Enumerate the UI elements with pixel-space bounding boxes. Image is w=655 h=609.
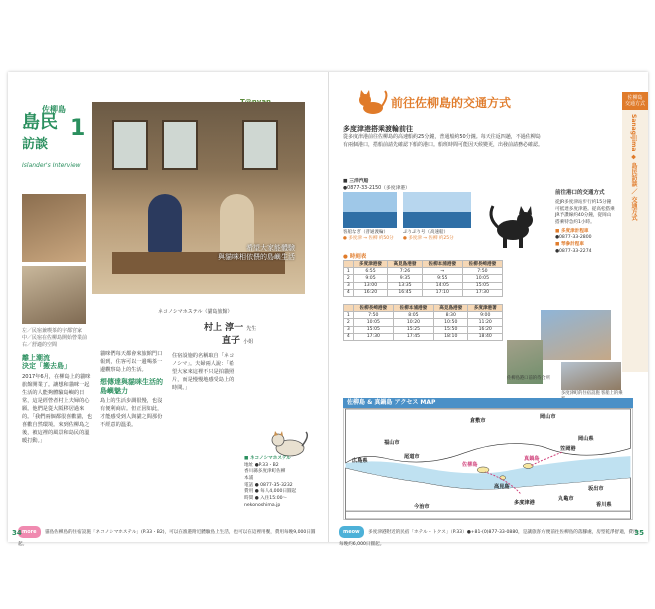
interview-badge (22, 104, 90, 186)
map-drawing (344, 409, 632, 519)
timetable-cell: 8:30 (434, 312, 468, 319)
port-photo (541, 310, 611, 360)
highspeed-boat-photo (403, 192, 471, 228)
map-label: 今治市 (414, 504, 430, 510)
timetable-cell: 14:05 (422, 282, 462, 289)
room-photo (22, 194, 86, 262)
timetable-header-cell (344, 261, 354, 268)
timetable-row (344, 289, 503, 296)
photo-caption: 佐柳島港口前的待合所 (507, 376, 550, 381)
timetable-cell: 15:05 (353, 326, 393, 333)
timetable-cell: 1 (344, 312, 354, 319)
timetable-header-cell: 高見島港發 (388, 261, 422, 268)
timetable-row (344, 326, 503, 333)
map-label: 岡山市 (540, 414, 556, 420)
map-label: 福山市 (384, 440, 400, 446)
person-husband (148, 194, 182, 254)
map-label: 多度津港 (514, 500, 535, 506)
timetable-cell: 8:05 (393, 312, 433, 319)
cat-icon (270, 428, 310, 458)
timetable-header-cell: 佐柳長崎港發 (353, 305, 393, 312)
timetable-row (344, 275, 503, 282)
timetable-row (344, 312, 503, 319)
map-label: 真鍋島 (524, 456, 540, 462)
timetable-cell: 17:30 (462, 289, 502, 296)
timetable-cell: 11:20 (468, 319, 503, 326)
ferry-caption: 客船なぎ（普通渡輪） ● 多度津 → 佐柳 約50分 (343, 230, 394, 241)
map-label: 香川県 (596, 502, 612, 508)
timetable-cell: 7:50 (462, 268, 502, 275)
photo-notes: 左／民宿兼喫茶的宇都宮家 中／民宿在佐柳島開始營業前 右／舒適的空間 (22, 328, 88, 348)
left-page (8, 72, 328, 547)
timetable-cell: 9:35 (388, 275, 422, 282)
timetable-row (344, 333, 503, 340)
timetable-row (344, 268, 503, 275)
timetable-cell: 10:05 (462, 275, 502, 282)
timetable-cell: 3 (344, 326, 354, 333)
photo-caption: 希望大家能體驗 與貓咪相依偎的島嶼生活 (218, 243, 295, 261)
boat-caption: ぷりぷり号（高速船） ● 多度津 → 佐柳 約25分 (403, 230, 454, 241)
timetable-row (344, 282, 503, 289)
timetable-cell: 4 (344, 333, 354, 340)
timetable-cell: 16:20 (468, 326, 503, 333)
hostel-info: ■ ネコノシマホステル 地址 ●P.33・B2 香川縣多度津町佐柳 本浦 電話 ● 0877-35-3232 費用 ● 每人4,000日圓起 時間 ● 入住15:00～ nekonoshima.jp (244, 456, 297, 508)
section-subtitle: 多度津港搭乘渡輪前往 (343, 125, 413, 133)
timetable-cell: 10:20 (393, 319, 433, 326)
timetable-title: ● 時刻表 (343, 254, 367, 260)
window (242, 120, 278, 170)
timetable-cell: 18:40 (468, 333, 503, 340)
timetable-cell: 18:10 (434, 333, 468, 340)
timetable-cell: 17:30 (353, 333, 393, 340)
timetable-cell: 2 (344, 319, 354, 326)
window (112, 120, 148, 170)
timetable-cell: 4 (344, 289, 354, 296)
badge-kicker: 佐柳島 (42, 105, 66, 114)
timetable-cell: 10:05 (353, 319, 393, 326)
section-body: 從多度津港前往佐柳島的高速船約25分鐘，普通船約50分鐘。每天往返四趟，不過佐柳島有兩個港口，搭船前請先確認下船的港口。船班時間可能因天候變更，出發前請務必確認。 (343, 134, 544, 148)
timetable-return (343, 304, 503, 341)
map-label: 笠岡港 (560, 446, 576, 452)
timetable-cell: 17:45 (393, 333, 433, 340)
timetable-cell: 15:50 (434, 326, 468, 333)
cat-icon (357, 88, 387, 116)
window (162, 120, 198, 170)
badge-main: 島民 (22, 112, 58, 133)
timetable-header-row (344, 261, 503, 268)
timetable-header-cell: 多度津港發 (353, 261, 387, 268)
timetable-cell: 1 (344, 268, 354, 275)
timetable-cell: 7:26 (388, 268, 422, 275)
timetable-header-cell: 佐柳本浦港發 (422, 261, 462, 268)
hostel-subtitle: ネコノシマホステル（貓島旅館） (158, 309, 233, 315)
map-label: 岡山県 (578, 436, 594, 442)
map-label: 佐柳島 (462, 462, 478, 468)
timetable-cell: 13:00 (353, 282, 387, 289)
timetable-header-cell (344, 305, 354, 312)
side-tab: 佐柳島 交通方式 (622, 92, 648, 110)
timetable-cell: 3 (344, 282, 354, 289)
timetable-cell: 9:55 (422, 275, 462, 282)
map-label: 高見島 (494, 484, 510, 490)
timetable-header-row (344, 305, 503, 312)
access-map (343, 408, 633, 520)
map-header: 佐柳島 & 真鍋島 アクセス MAP (343, 398, 633, 408)
timetable-header-cell: 佐柳長崎港發 (462, 261, 502, 268)
timetable-cell: 9:05 (353, 275, 387, 282)
badge-sub: 訪談 (22, 137, 49, 152)
interviewee-names: 村上 淳一 先生 直子 小姐 (204, 323, 257, 346)
map-label: 尾道市 (404, 454, 420, 460)
timetable-cell: 7:50 (353, 312, 393, 319)
timetable-cell: 15:25 (393, 326, 433, 333)
more-tag: more (18, 526, 41, 538)
page-number: 34 (12, 529, 22, 537)
timetable-header-cell: 佐柳本浦港發 (393, 305, 433, 312)
right-footer: meow 多度津港附近的民宿「ホテル・トクス」（P.33）●+81-(0)877-33-0880，是讓旅客方便前往佐柳島的落腳處，房型乾淨舒適，費用每晚約6,000日圓起。 (339, 526, 639, 538)
timetable-cell: 2 (344, 275, 354, 282)
timetable-cell: 17:10 (422, 289, 462, 296)
port-access-box: 前往港口的交通方式 從JR多度津站步行約15分鐘可抵達多度津港。從高松搭乘JR予讚線約40分鐘，從岡山搭乘特急約1小時。 ■ 多度津計程車 ●0877-33-2800 ■ 琴參計程車 ●0877-33-2274 (555, 190, 615, 254)
timetable-cell: 15:05 (462, 282, 502, 289)
timetable-cell: 13:35 (388, 282, 422, 289)
interview-photo (92, 102, 305, 294)
timetable-outbound (343, 260, 503, 297)
map-label: 倉敷市 (470, 418, 486, 424)
timetable-cell: 10:50 (434, 319, 468, 326)
ferry-contact: ■ 三洋汽船 ●0877-33-2150（多度津港） (343, 179, 410, 192)
timetable-cell: 16:45 (388, 289, 422, 296)
side-vertical-text: Sanagijima ◆ 島民訪談 ／ 交通方式 (630, 114, 637, 221)
article-column-2: 貓咪們每天都會來旅館門口報到，住客可以一邊喝茶一邊觀察島上的生活。 想傳達與貓咪生活的島嶼魅力 島上的生活步調很慢，也沒有便利商店。但正因如此，才能感受到人與貓之間那份不經意的溫柔。 (100, 351, 163, 429)
side-index (622, 92, 648, 372)
article-column-1: 離上潮流 決定「搬去島」 2017年6月，在柳島上的貓咪旅館開業了。讓想和貓咪一起生活的人能夠體驗島嶼的日常，這是經營者村上夫婦的心願。他們是從大阪移居過來的。「我們兩個都很喜歡貓，也喜歡自然環境。來到佐柳島之後，被這裡的風景和島民的溫暖打動。」 (22, 354, 93, 445)
room-photo (22, 266, 86, 324)
timetable-header-cell: 多度津港著 (468, 305, 503, 312)
badge-english: Islander's Interview (22, 162, 81, 169)
map-label: 坂出市 (588, 486, 604, 492)
timetable-cell: 16:20 (353, 289, 387, 296)
ferry-photo (343, 192, 397, 228)
timetable-header-cell: 高見島港發 (434, 305, 468, 312)
article-column-3: 住宿設施的名稱取自「ネコノシマ」。夫婦兩人說：「希望大家來這裡不只是拍貓照片，而是慢慢地感受島上的時間。」 (172, 353, 235, 392)
black-cat-icon (485, 198, 541, 250)
badge-number: 1 (70, 116, 86, 141)
meow-tag: meow (339, 526, 364, 538)
photo-caption: 多度津町的住宿設施 客船上的乘 (561, 391, 623, 396)
left-footer: more 貓島佐柳島的住宿設施「ネコノシマホステル」(P.33・B2)，可以在漁港附近體驗島上生活，也可以在這裡用餐，費用每晚9,000日圓起。 (18, 526, 318, 538)
page-number: 35 (634, 529, 644, 537)
magazine-spread (8, 72, 648, 547)
map-label: 丸亀市 (558, 496, 574, 502)
timetable-cell: 6:55 (353, 268, 387, 275)
page-title: 前往佐柳島的交通方式 (391, 96, 512, 110)
right-page (328, 72, 648, 547)
hotel-photo (561, 362, 621, 390)
map-label: 広島県 (352, 458, 368, 464)
timetable-row (344, 319, 503, 326)
timetable-cell: → (422, 268, 462, 275)
timetable-cell: 9:00 (468, 312, 503, 319)
